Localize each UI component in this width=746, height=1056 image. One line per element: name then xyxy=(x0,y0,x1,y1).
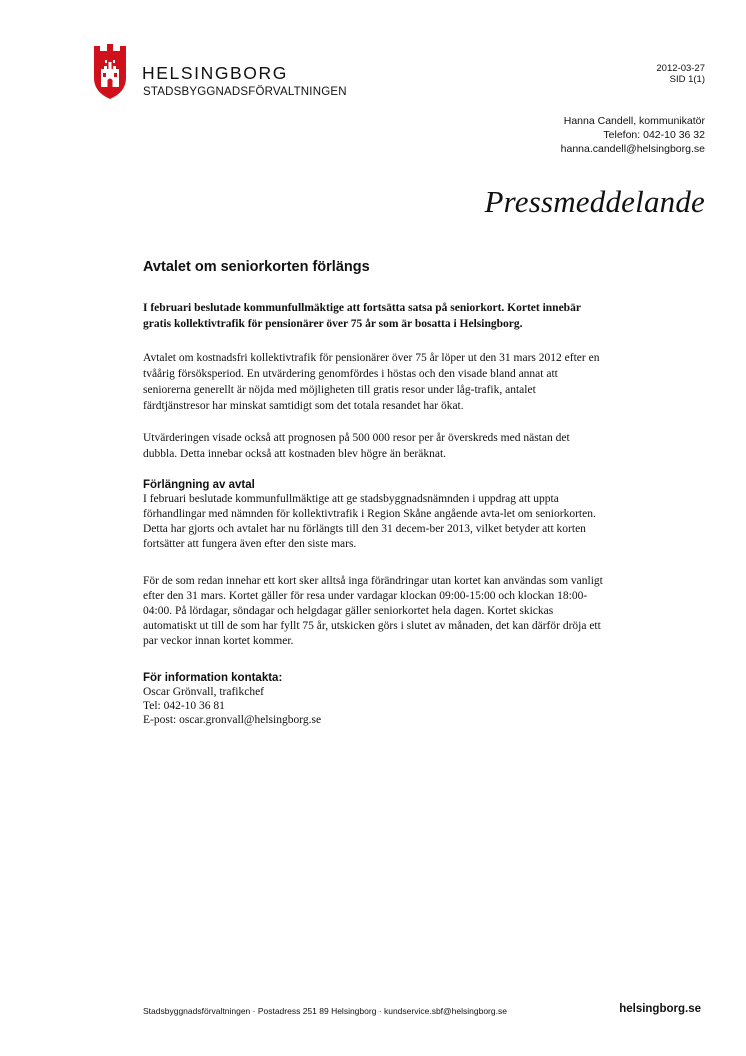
info-contact xyxy=(143,685,605,727)
section-heading: Förlängning av avtal xyxy=(143,479,255,491)
doc-date: 2012-03-27 xyxy=(656,63,705,74)
article-body xyxy=(143,259,605,727)
doc-page: SID 1(1) xyxy=(669,74,705,85)
article-paragraph: Utvärderingen visade också att prognosen på 500 000 resor per år överskreds med nästan det dubbla. Detta innebar också att kostnaden blev högre än beräknat. xyxy=(143,432,570,460)
press-contact xyxy=(561,114,705,156)
doc-meta xyxy=(656,63,705,85)
article-headline: Avtalet om seniorkorten förlängs xyxy=(143,259,370,275)
section-heading: För information kontakta: xyxy=(143,672,283,684)
footer-address: Stadsbyggnadsförvaltningen · Postadress 251 89 Helsingborg · kundservice.sbf@helsingborg.se xyxy=(143,1006,507,1016)
document-type-title: Pressmeddelande xyxy=(484,184,705,219)
article-lead: I februari beslutade kommunfullmäktige att fortsätta satsa på seniorkort. Kortet innebär gratis kollektivtrafik för pensionärer över 75 år som är bosatta i Helsingborg. xyxy=(143,302,581,330)
info-contact-name: Oscar Grönvall, trafikchef xyxy=(143,686,265,698)
department-name: STADSBYGGNADSFÖRVALTNINGEN xyxy=(143,86,347,98)
info-contact-email: E-post: oscar.gronvall@helsingborg.se xyxy=(143,714,322,726)
article-paragraph: I februari beslutade kommunfullmäktige att ge stadsbyggnadsnämnden i uppdrag att uppta förhandlingar med nämnden för kollektivtrafik i Region Skåne angående avta-let om seniorkorten. Detta har gjorts och avtalet har nu förlängts till den 31 decem-ber 2013, vilket betyder att korten fortsätter att fungera även efter den siste mars. xyxy=(143,493,596,550)
contact-phone: Telefon: 042-10 36 32 xyxy=(603,129,705,141)
article-paragraph: För de som redan innehar ett kort sker alltså inga förändringar utan kortet kan användas som vanligt efter den 31 mars. Kortet gäller för resa under vardagar klockan 09:00-15:00 och klockan 18:00-04:00. På lördagar, söndagar och helgdagar gäller seniorkortet hela dagen. Kortet skickas automatiskt ut till de som har fyllt 75 år, utskicken görs i slutet av månaden, det kan därför dröja ett par veckor innan kortet kommer. xyxy=(143,575,603,647)
contact-name-role: Hanna Candell, kommunikatör xyxy=(563,115,705,127)
helsingborg-crest-icon xyxy=(93,44,127,100)
contact-email: hanna.candell@helsingborg.se xyxy=(560,143,705,155)
org-name: HELSINGBORG xyxy=(142,63,288,83)
article-paragraph: Avtalet om kostnadsfri kollektivtrafik för pensionärer över 75 år löper ut den 31 mars 2012 efter en tvåårig försöksperiod. En utvärdering genomfördes i höstas och den visade bland annat att seniorerna generellt är nöjda med möjligheten till gratis resor under låg-trafik, antalet färdtjänstresor har minskat samtidigt som det totala resandet har ökat. xyxy=(143,352,600,412)
info-contact-tel: Tel: 042-10 36 81 xyxy=(143,700,225,712)
footer-site: helsingborg.se xyxy=(619,1003,701,1015)
